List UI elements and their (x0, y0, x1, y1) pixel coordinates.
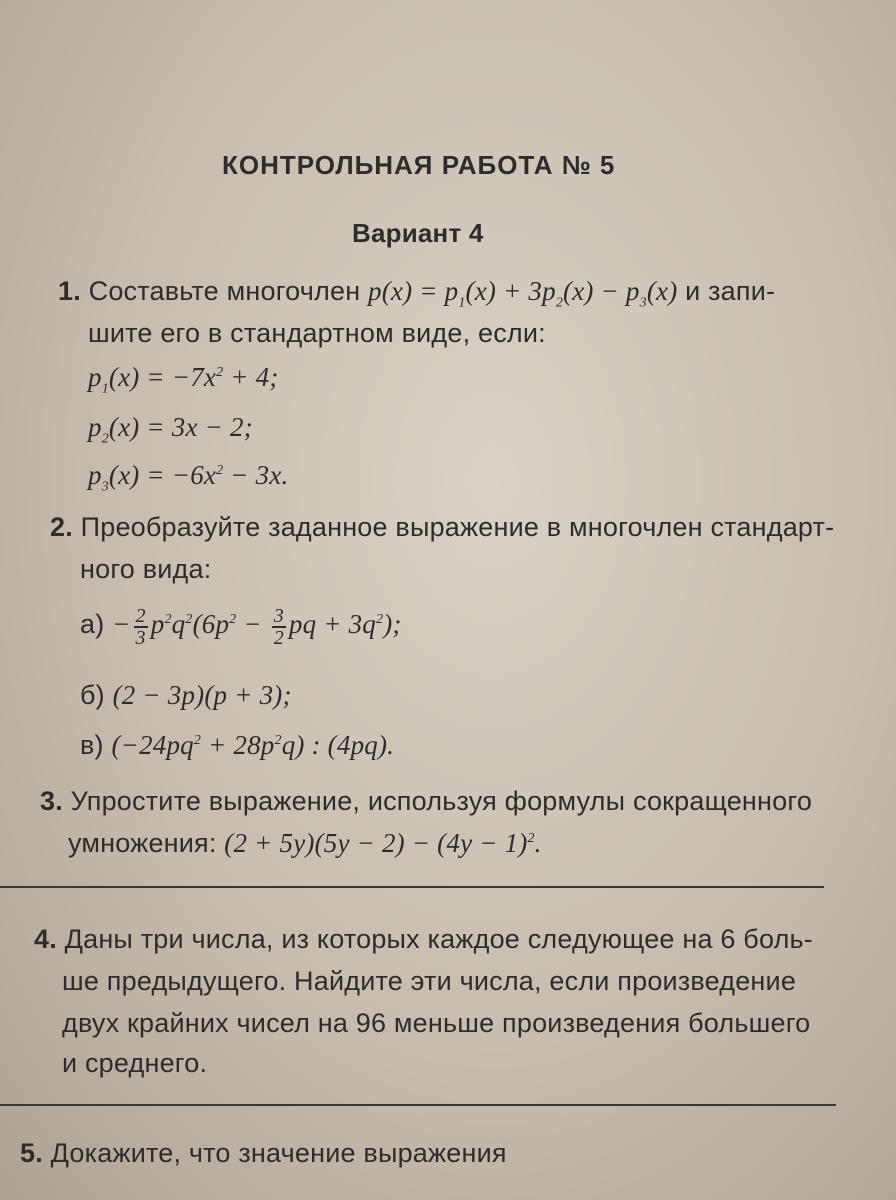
task-2-text: Преобразуйте заданное выражение в многочлен стандарт- (80, 512, 835, 542)
task-2-line-1 (50, 512, 834, 543)
task-4-line-3: двух крайних чисел на 96 меньше произведения большего (62, 1008, 811, 1038)
task-2-item-c (80, 730, 394, 761)
task-5-text: Докажите, что значение выражения (50, 1138, 507, 1168)
page-title: КОНТРОЛЬНАЯ РАБОТА № 5 (222, 150, 616, 180)
task-1-text-end: и запи- (685, 276, 776, 306)
task-4-line-2: ше предыдущего. Найдите эти числа, если произведение (62, 966, 797, 996)
task-1-p3: $p_3(x) = -6x^2 - 3x$. (88, 460, 289, 495)
task-1-line-2: шите его в стандартном виде, если: (88, 318, 546, 348)
task-2-number: 2. (50, 512, 73, 542)
task-3-line-1 (40, 786, 812, 817)
task-2-a-expr: − $\frac{2}{3}$ $p^2q^2(6p^2$ − $\frac{3}{2}$ pq + $3q^2$); (112, 605, 402, 649)
task-3-text: Упростите выражение, используя формулы сокращенного (70, 786, 813, 816)
section-divider-2 (0, 1104, 836, 1106)
task-5-number: 5. (20, 1138, 43, 1168)
task-2-b-label: б) (80, 680, 105, 710)
task-5-line-1 (20, 1138, 507, 1169)
task-1-p1: $p_1(x) = -7x^2 + 4$; (88, 362, 279, 397)
task-3-number: 3. (40, 786, 63, 816)
task-2-c-label: в) (80, 730, 104, 760)
section-divider-1 (0, 886, 824, 888)
task-2-item-b (80, 680, 292, 711)
task-1-line-1 (58, 276, 776, 311)
task-4-line-1 (34, 924, 813, 955)
task-2-c-expr: $(-24pq^2 + 28p^2q)$ : (4pq). (111, 730, 395, 760)
task-2-b-expr: (2 − 3p)(p + 3); (112, 680, 292, 710)
task-3-expr: $(2 + 5y)(5y - 2) - (4y - 1)^2$. (224, 828, 542, 858)
task-3-line-2 (68, 828, 542, 859)
task-2-item-a (80, 606, 402, 648)
task-2-line-2: ного вида: (80, 554, 212, 584)
task-1-formula: $p(x) = p_1(x) + 3p_2(x) - p_3(x)$ (368, 276, 678, 311)
task-4-text-1: Даны три числа, из которых каждое следующее на 6 боль- (64, 924, 813, 954)
task-1-p2: $p_2(x) = 3x - 2$; (88, 412, 253, 447)
task-1-text: Составьте многочлен (88, 276, 361, 306)
task-4-number: 4. (34, 924, 57, 954)
task-3-text-2: умножения: (68, 828, 217, 858)
variant-heading: Вариант 4 (352, 218, 484, 248)
task-1-number: 1. (58, 276, 81, 306)
task-2-a-label: а) (80, 609, 105, 640)
task-4-line-4: и среднего. (62, 1048, 208, 1078)
